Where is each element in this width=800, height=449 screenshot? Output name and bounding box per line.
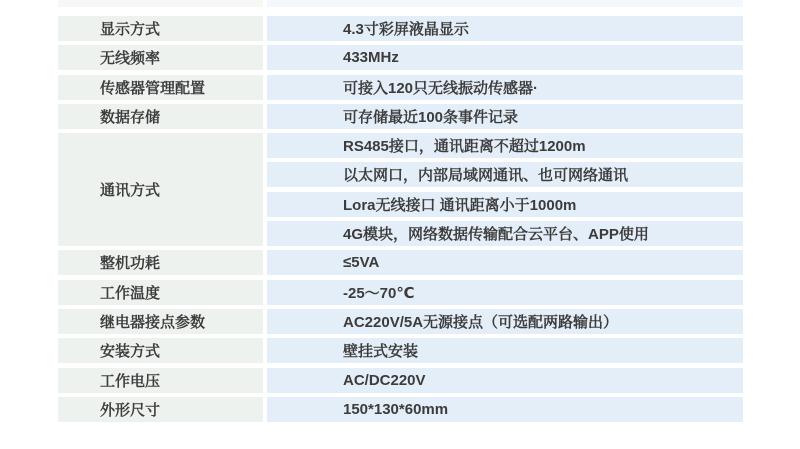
- value-data-storage: 可存储最近100条事件记录: [267, 104, 743, 129]
- label-installation-method: 安装方式: [58, 338, 263, 363]
- cutoff-row-sliver: [58, 0, 743, 7]
- value-display-mode: 4.3寸彩屏液晶显示: [267, 16, 743, 41]
- value-comm-lora: Lora无线接口 通讯距离小于1000m: [267, 192, 743, 217]
- spec-table: [58, 16, 743, 422]
- label-relay-contact-params: 继电器接点参数: [58, 309, 263, 334]
- label-operating-voltage: 工作电压: [58, 368, 263, 393]
- label-sensor-management: 传感器管理配置: [58, 75, 263, 100]
- value-power-consumption: ≤5VA: [267, 250, 743, 275]
- value-comm-rs485: RS485接口，通讯距离不超过1200m: [267, 133, 743, 158]
- value-installation-method: 壁挂式安装: [267, 338, 743, 363]
- value-comm-4g: 4G模块，网络数据传输配合云平台、APP使用: [267, 221, 743, 246]
- label-dimensions: 外形尺寸: [58, 397, 263, 422]
- value-sensor-management: 可接入120只无线振动传感器·: [267, 75, 743, 100]
- cutoff-label-cell: [58, 0, 263, 7]
- label-display-mode: 显示方式: [58, 16, 263, 41]
- cutoff-value-cell: [267, 0, 743, 7]
- value-dimensions: 150*130*60mm: [267, 397, 743, 422]
- label-wireless-frequency: 无线频率: [58, 45, 263, 70]
- value-relay-contact-params: AC220V/5A无源接点（可选配两路输出）: [267, 309, 743, 334]
- label-data-storage: 数据存储: [58, 104, 263, 129]
- label-operating-temperature: 工作温度: [58, 280, 263, 305]
- value-operating-voltage: AC/DC220V: [267, 368, 743, 393]
- value-wireless-frequency: 433MHz: [267, 45, 743, 70]
- label-communication-mode: 通讯方式: [58, 133, 263, 246]
- value-operating-temperature: -25～70℃: [267, 280, 743, 305]
- label-power-consumption: 整机功耗: [58, 250, 263, 275]
- value-comm-ethernet: 以太网口，内部局域网通讯、也可网络通讯: [267, 162, 743, 187]
